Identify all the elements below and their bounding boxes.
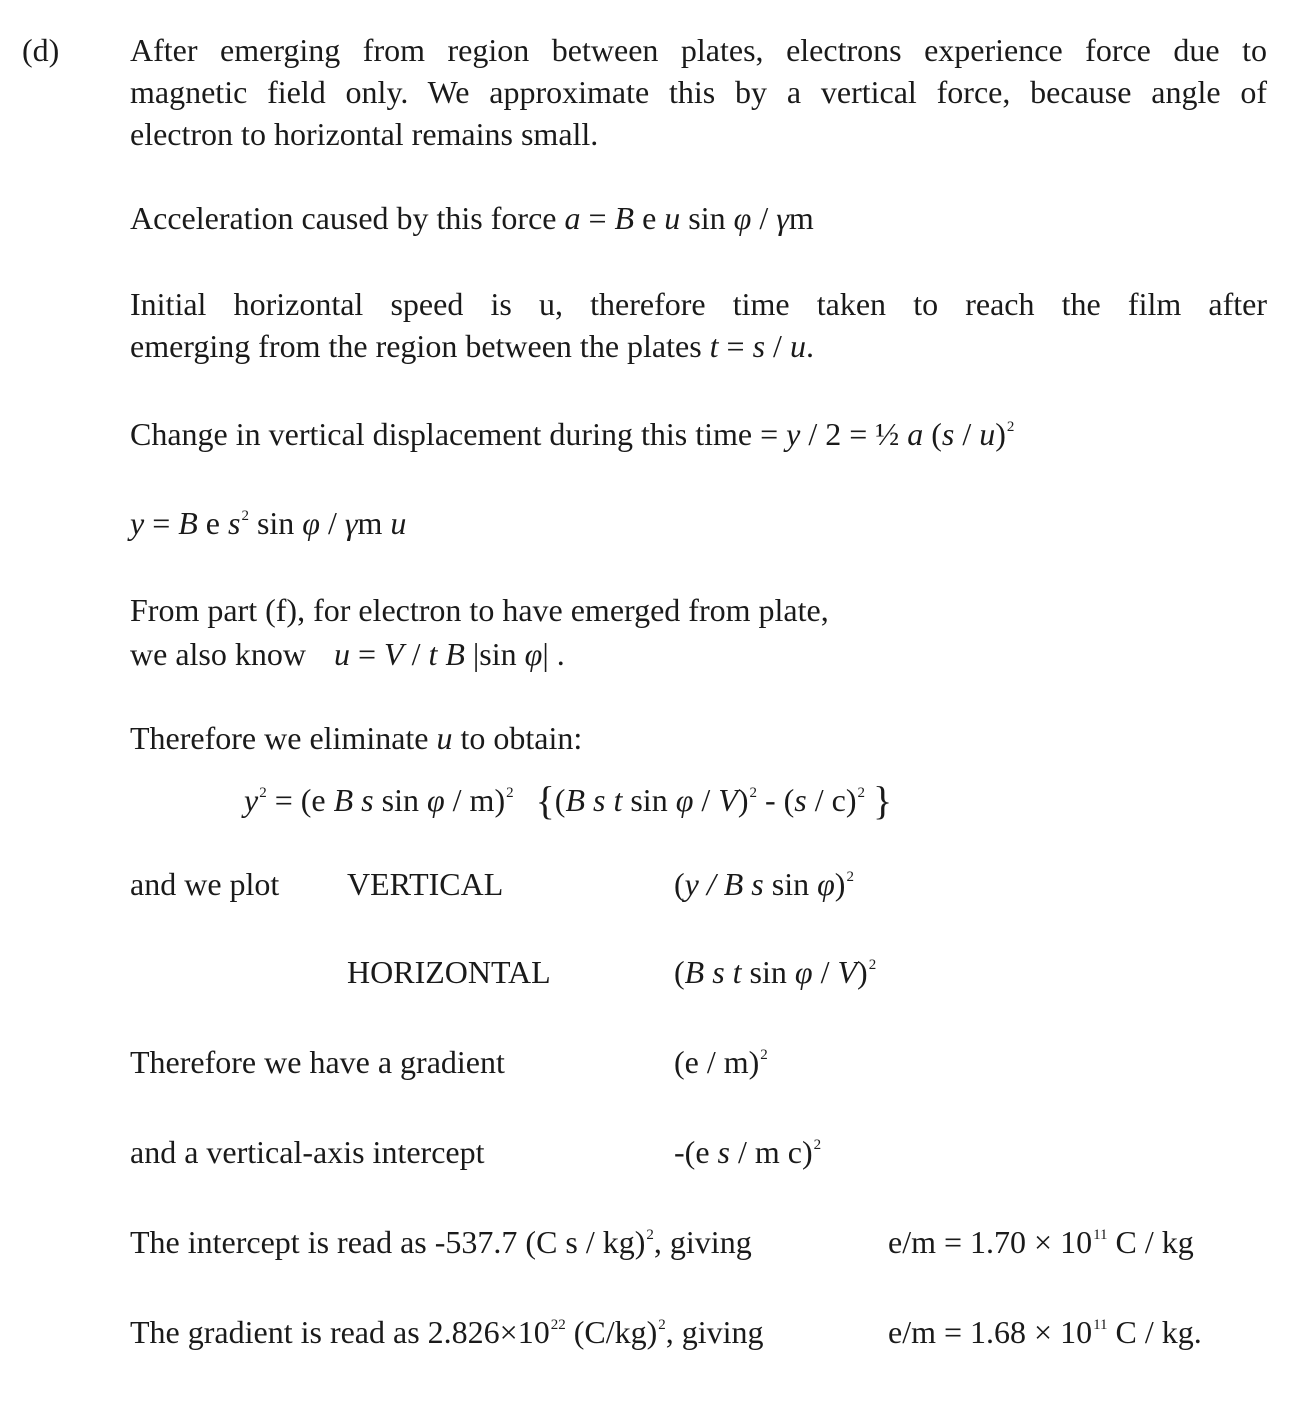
vertical-label: VERTICAL (347, 866, 504, 902)
result-intercept-text: The intercept is read as -537.7 (C s / kg)$^2$, giving (130, 1224, 752, 1260)
result-gradient-text: The gradient is read as $2.826\times 10^{22}$ $(C/kg)^2$, giving (130, 1314, 764, 1350)
horizontal-label: HORIZONTAL (347, 954, 551, 990)
time-line-2: emerging from the region between the plates t = s / u. (130, 328, 814, 364)
intro-line-3: electron to horizontal remains small. (130, 116, 599, 152)
part-f-line-1: From part (f), for electron to have emerged from plate, (130, 592, 829, 628)
intercept-label: and a vertical-axis intercept (130, 1134, 485, 1170)
intro-line-2: magnetic field only. We approximate this by a vertical force, because angle of (130, 74, 1267, 110)
plot-prefix: and we plot (130, 866, 280, 902)
horizontal-expression: (B s t sin φ / V)$^2$ (674, 954, 877, 990)
gradient-expression: (e / m)$^2$ (674, 1044, 768, 1080)
vertical-expression: (y / B s sin φ)$^2$ (674, 866, 854, 902)
time-line-1: Initial horizontal speed is u, therefore time taken to reach the film after (130, 286, 1267, 322)
main-equation: $y^2 = (e$ B s sin φ / m)$^2$ {(B s t sin φ / V)$^2$ - (s / c)$^2$ } (244, 778, 893, 823)
eliminate-line: Therefore we eliminate u to obtain: (130, 720, 583, 756)
result-intercept-value: $e/m = 1.70 \times 10^{11}$ C / kg (888, 1224, 1194, 1260)
intercept-expression: -(e s / m c)$^2$ (674, 1134, 822, 1170)
acceleration-equation: Acceleration caused by this force a = B e u sin φ / γm (130, 200, 814, 236)
result-gradient-value: $e/m = 1.68 \times 10^{11}$ C / kg. (888, 1314, 1202, 1350)
part-label: (d) (22, 32, 60, 68)
gradient-label: Therefore we have a gradient (130, 1044, 505, 1080)
part-f-line-2: we also know u = V / t B |sin φ| . (130, 636, 565, 672)
intro-line-1: After emerging from region between plates, electrons experience force due to (130, 32, 1267, 68)
y-equation: y = B e $s^2$ sin φ / γm u (130, 505, 407, 541)
displacement-equation: Change in vertical displacement during this time = y / 2 = ½ a (s / u)$^2$ (130, 416, 1015, 452)
